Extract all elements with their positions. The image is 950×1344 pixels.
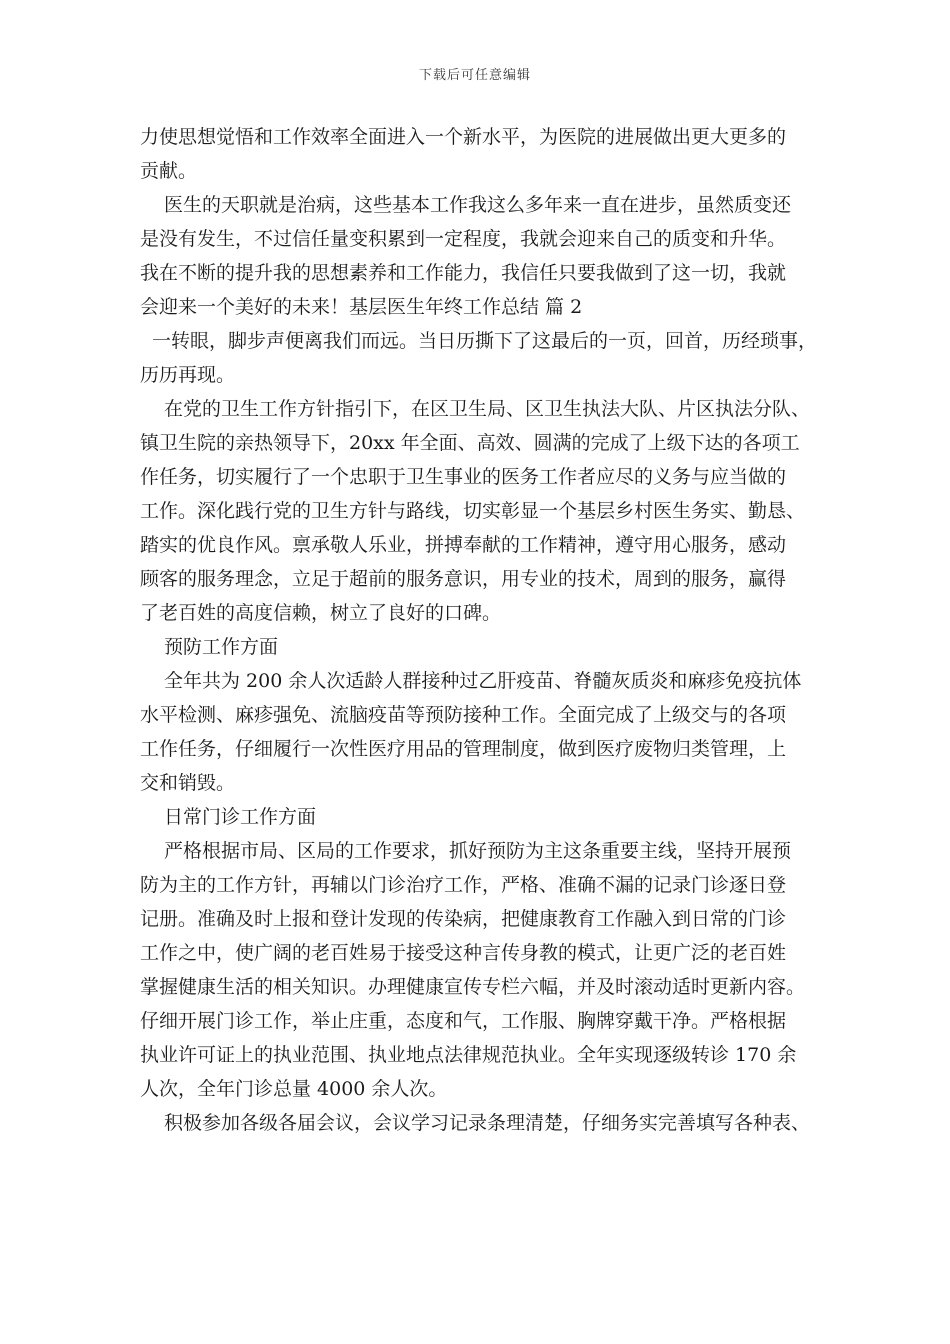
text-line: 掌握健康生活的相关知识。办理健康宣传专栏六幅，并及时滚动适时更新内容。	[140, 976, 806, 998]
text-line: 医生的天职就是治病，这些基本工作我这么多年来一直在进步，虽然质变还	[164, 194, 792, 216]
text-line: 了老百姓的高度信赖，树立了良好的口碑。	[140, 602, 502, 624]
text-line: 一转眼，脚步声便离我们而远。当日历撕下了这最后的一页，回首，历经琐事，	[152, 330, 818, 352]
document-body	[140, 120, 822, 1140]
text-line: 人次，全年门诊总量 4000 余人次。	[140, 1078, 448, 1100]
text-line: 顾客的服务理念，立足于超前的服务意识，用专业的技术，周到的服务，赢得	[140, 568, 787, 590]
text-line: 仔细开展门诊工作，举止庄重，态度和气，工作服、胸牌穿戴干净。严格根据	[140, 1010, 787, 1032]
text-line: 会迎来一个美好的未来！基层医生年终工作总结 篇 2	[140, 296, 583, 318]
text-line: 工作之中，使广阔的老百姓易于接受这种言传身教的模式，让更广泛的老百姓	[140, 942, 787, 964]
text-line: 历历再现。	[140, 364, 236, 386]
text-line: 镇卫生院的亲热领导下，20xx 年全面、高效、圆满的完成了上级下达的各项工	[140, 432, 800, 454]
text-line: 积极参加各级各届会议，会议学习记录条理清楚，仔细务实完善填写各种表、	[164, 1112, 811, 1134]
section-heading: 预防工作方面	[164, 636, 279, 658]
section-heading: 日常门诊工作方面	[164, 806, 317, 828]
text-line: 记册。准确及时上报和登计发现的传染病，把健康教育工作融入到日常的门诊	[140, 908, 787, 930]
text-line: 全年共为 200 余人次适龄人群接种过乙肝疫苗、脊髓灰质炎和麻疹免疫抗体	[164, 670, 802, 692]
text-line: 在党的卫生工作方针指引下，在区卫生局、区卫生执法大队、片区执法分队、	[164, 398, 811, 420]
text-line: 贡献。	[140, 160, 198, 182]
text-line: 是没有发生，不过信任量变积累到一定程度，我就会迎来自己的质变和升华。	[140, 228, 787, 250]
text-line: 我在不断的提升我的思想素养和工作能力，我信任只要我做到了这一切，我就	[140, 262, 787, 284]
text-line: 防为主的工作方针，再辅以门诊治疗工作，严格、准确不漏的记录门诊逐日登	[140, 874, 787, 896]
text-line: 严格根据市局、区局的工作要求，抓好预防为主这条重要主线，坚持开展预	[164, 840, 792, 862]
text-line: 工作任务，仔细履行一次性医疗用品的管理制度，做到医疗废物归类管理，上	[140, 738, 787, 760]
text-line: 执业许可证上的执业范围、执业地点法律规范执业。全年实现逐级转诊 170 余	[140, 1044, 797, 1066]
text-line: 踏实的优良作风。禀承敬人乐业，拼搏奉献的工作精神，遵守用心服务，感动	[140, 534, 787, 556]
page-header: 下载后可任意编辑	[418, 68, 531, 83]
text-line: 交和销毁。	[140, 772, 236, 794]
text-line: 力使思想觉悟和工作效率全面进入一个新水平，为医院的进展做出更大更多的	[140, 126, 787, 148]
text-line: 工作。深化践行党的卫生方针与路线，切实彰显一个基层乡村医生务实、勤恳、	[140, 500, 806, 522]
text-line: 水平检测、麻疹强免、流脑疫苗等预防接种工作。全面完成了上级交与的各项	[140, 704, 787, 726]
text-line: 作任务，切实履行了一个忠职于卫生事业的医务工作者应尽的义务与应当做的	[140, 466, 787, 488]
